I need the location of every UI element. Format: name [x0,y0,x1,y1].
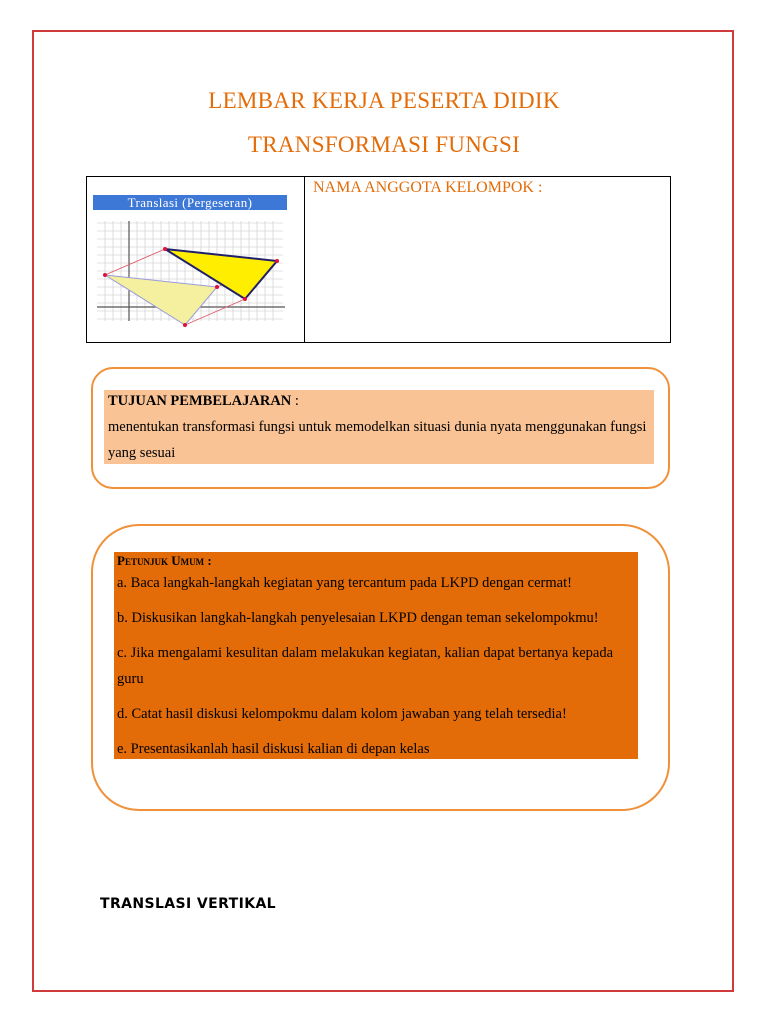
illustration-banner: Translasi (Pergeseran) [93,195,287,210]
section-title: TRANSLASI VERTIKAL [100,896,276,912]
guide-item-e: e. Presentasikanlah hasil diskusi kalian di depan kelas [117,741,430,757]
translation-illustration [91,193,291,333]
illustration-cell [87,177,305,342]
general-guide-heading: Petunjuk Umum : [117,553,212,568]
group-members-label: NAMA ANGGOTA KELOMPOK : [313,179,543,196]
info-table [86,176,671,343]
guide-item-c: c. Jika mengalami kesulitan dalam melakukan kegiatan, kalian dapat bertanya kepada guru [117,645,614,687]
learning-goal-text: menentukan transformasi fungsi untuk memodelkan situasi dunia nyata menggunakan fungsi yang sesuai [108,419,647,461]
guide-item-d: d. Catat hasil diskusi kelompokmu dalam kolom jawaban yang telah tersedia! [117,706,567,722]
page-border [32,30,734,992]
page-title: LEMBAR KERJA PESERTA DIDIK [208,88,560,113]
learning-goal-heading-colon: : [291,393,299,409]
page-subtitle: TRANSFORMASI FUNGSI [247,132,521,157]
learning-goal-heading [108,392,650,410]
guide-item-a: a. Baca langkah-langkah kegiatan yang tercantum pada LKPD dengan cermat! [117,575,572,591]
learning-goal-heading-text: TUJUAN PEMBELAJARAN [108,393,292,409]
guide-item-b: b. Diskusikan langkah-langkah penyelesaian LKPD dengan teman sekelompokmu! [117,610,599,626]
group-members-cell[interactable] [305,177,670,342]
learning-goal-box [104,390,654,464]
general-guide-box [114,552,638,759]
